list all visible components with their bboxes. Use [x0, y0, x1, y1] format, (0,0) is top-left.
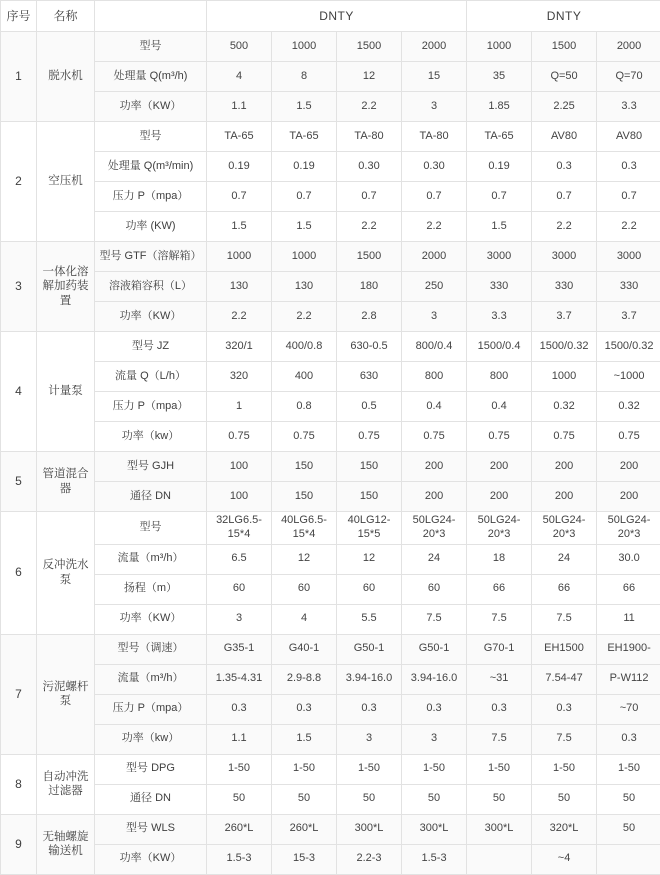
table-row: [1, 392, 660, 422]
equipment-name: 无轴螺旋输送机: [37, 814, 95, 874]
parameter-value: 1.5: [207, 212, 272, 242]
parameter-value: EH1900-: [597, 634, 660, 664]
parameter-value: AV80: [597, 122, 660, 152]
parameter-value: 3.94-16.0: [337, 664, 402, 694]
parameter-value: 50: [597, 814, 660, 844]
parameter-value: 50LG24-20*3: [467, 512, 532, 545]
parameter-value: 1500/0.4: [467, 332, 532, 362]
parameter-value: 0.4: [467, 392, 532, 422]
table-row: [1, 754, 660, 784]
parameter-value: 40LG12-15*5: [337, 512, 402, 545]
table-row: [1, 152, 660, 182]
parameter-value: 3000: [597, 242, 660, 272]
parameter-value: 300*L: [467, 814, 532, 844]
parameter-value: 8: [272, 62, 337, 92]
parameter-label: 压力 P（mpa）: [95, 182, 207, 212]
table-row: [1, 422, 660, 452]
parameter-label: 功率（KW）: [95, 604, 207, 634]
parameter-value: 2.2-3: [337, 844, 402, 874]
parameter-label: 功率（kw）: [95, 724, 207, 754]
parameter-value: 0.3: [597, 724, 660, 754]
equipment-name: 空压机: [37, 122, 95, 242]
table-row: [1, 512, 660, 545]
parameter-value: TA-65: [207, 122, 272, 152]
parameter-value: 1.5: [272, 212, 337, 242]
parameter-value: 3: [402, 92, 467, 122]
table-row: [1, 32, 660, 62]
table-row: [1, 182, 660, 212]
row-index: 5: [1, 452, 37, 512]
parameter-label: 型号 GTF（溶解箱）: [95, 242, 207, 272]
parameter-label: 溶液箱容积（L）: [95, 272, 207, 302]
parameter-label: 流量（m³/h）: [95, 544, 207, 574]
parameter-value: TA-80: [337, 122, 402, 152]
parameter-value: 0.3: [337, 694, 402, 724]
parameter-value: 1000: [207, 242, 272, 272]
header-group-1: DNTY: [207, 1, 467, 32]
parameter-value: 800/0.4: [402, 332, 467, 362]
parameter-value: 50: [207, 784, 272, 814]
parameter-value: 200: [402, 452, 467, 482]
parameter-value: 1000: [467, 32, 532, 62]
parameter-value: 0.19: [207, 152, 272, 182]
parameter-label: 扬程（m）: [95, 574, 207, 604]
parameter-value: 260*L: [272, 814, 337, 844]
table-row: [1, 574, 660, 604]
parameter-value: [597, 844, 660, 874]
parameter-value: TA-80: [402, 122, 467, 152]
parameter-label: 型号（调速）: [95, 634, 207, 664]
parameter-value: 200: [597, 452, 660, 482]
parameter-value: 40LG6.5-15*4: [272, 512, 337, 545]
parameter-label: 型号: [95, 512, 207, 545]
parameter-label: 功率（kw）: [95, 422, 207, 452]
parameter-value: 0.75: [597, 422, 660, 452]
table-row: [1, 332, 660, 362]
parameter-value: 0.75: [272, 422, 337, 452]
parameter-value: 1.5-3: [207, 844, 272, 874]
parameter-value: TA-65: [272, 122, 337, 152]
parameter-label: 型号 GJH: [95, 452, 207, 482]
parameter-value: G50-1: [402, 634, 467, 664]
parameter-value: 7.5: [467, 724, 532, 754]
parameter-value: [467, 844, 532, 874]
parameter-value: 50: [597, 784, 660, 814]
parameter-value: 1.85: [467, 92, 532, 122]
parameter-value: 50LG24-20*3: [402, 512, 467, 545]
parameter-value: 50: [532, 784, 597, 814]
parameter-value: 0.7: [532, 182, 597, 212]
parameter-value: 66: [532, 574, 597, 604]
parameter-value: 330: [597, 272, 660, 302]
parameter-value: 1500/0.32: [532, 332, 597, 362]
parameter-value: 7.5: [532, 604, 597, 634]
parameter-value: 1000: [272, 242, 337, 272]
parameter-value: 60: [207, 574, 272, 604]
row-index: 8: [1, 754, 37, 814]
parameter-value: 330: [532, 272, 597, 302]
parameter-value: 2000: [402, 32, 467, 62]
parameter-value: 3000: [467, 242, 532, 272]
table-row: [1, 664, 660, 694]
parameter-value: ~70: [597, 694, 660, 724]
parameter-value: 5.5: [337, 604, 402, 634]
parameter-value: ~1000: [597, 362, 660, 392]
parameter-value: G35-1: [207, 634, 272, 664]
parameter-value: 250: [402, 272, 467, 302]
row-index: 1: [1, 32, 37, 122]
parameter-value: 1.35-4.31: [207, 664, 272, 694]
parameter-value: 1-50: [337, 754, 402, 784]
parameter-value: 0.7: [597, 182, 660, 212]
table-row: [1, 122, 660, 152]
parameter-value: 100: [207, 482, 272, 512]
parameter-label: 型号: [95, 32, 207, 62]
parameter-value: 400/0.8: [272, 332, 337, 362]
parameter-value: AV80: [532, 122, 597, 152]
parameter-value: 0.3: [207, 694, 272, 724]
parameter-value: 1-50: [207, 754, 272, 784]
table-row: [1, 452, 660, 482]
parameter-value: 3.3: [467, 302, 532, 332]
parameter-value: 2000: [597, 32, 660, 62]
table-row: [1, 92, 660, 122]
parameter-value: 320: [207, 362, 272, 392]
parameter-value: 1.5: [467, 212, 532, 242]
parameter-value: 35: [467, 62, 532, 92]
parameter-value: 1000: [532, 362, 597, 392]
parameter-label: 处理量 Q(m³/min): [95, 152, 207, 182]
parameter-label: 型号 JZ: [95, 332, 207, 362]
parameter-value: P-W112: [597, 664, 660, 694]
equipment-name: 污泥螺杆泵: [37, 634, 95, 754]
parameter-value: 15-3: [272, 844, 337, 874]
parameter-value: 1000: [272, 32, 337, 62]
table-row: [1, 844, 660, 874]
parameter-value: 3: [402, 724, 467, 754]
parameter-value: 500: [207, 32, 272, 62]
parameter-value: 0.3: [467, 694, 532, 724]
table-row: [1, 724, 660, 754]
equipment-name: 自动冲洗过滤器: [37, 754, 95, 814]
table-row: [1, 544, 660, 574]
parameter-value: 6.5: [207, 544, 272, 574]
parameter-value: 12: [337, 62, 402, 92]
equipment-name: 反冲洗水泵: [37, 512, 95, 635]
parameter-value: 50: [337, 784, 402, 814]
parameter-value: 7.5: [467, 604, 532, 634]
parameter-value: Q=50: [532, 62, 597, 92]
parameter-value: 4: [207, 62, 272, 92]
parameter-value: 0.7: [402, 182, 467, 212]
parameter-value: 0.19: [272, 152, 337, 182]
row-index: 3: [1, 242, 37, 332]
table-row: [1, 814, 660, 844]
parameter-value: 0.75: [207, 422, 272, 452]
table-row: [1, 634, 660, 664]
parameter-value: 0.4: [402, 392, 467, 422]
header-param-blank: [95, 1, 207, 32]
parameter-label: 处理量 Q(m³/h): [95, 62, 207, 92]
parameter-label: 压力 P（mpa）: [95, 694, 207, 724]
parameter-value: 260*L: [207, 814, 272, 844]
parameter-value: 800: [467, 362, 532, 392]
parameter-label: 通径 DN: [95, 784, 207, 814]
table-row: [1, 694, 660, 724]
table-row: [1, 302, 660, 332]
table-row: [1, 62, 660, 92]
parameter-label: 功率（KW）: [95, 92, 207, 122]
parameter-label: 压力 P（mpa）: [95, 392, 207, 422]
parameter-value: 2000: [402, 242, 467, 272]
parameter-value: 1.5: [272, 724, 337, 754]
parameter-value: 0.30: [337, 152, 402, 182]
parameter-value: 130: [207, 272, 272, 302]
header-index: 序号: [1, 1, 37, 32]
table-body: [1, 32, 660, 875]
parameter-value: 1-50: [597, 754, 660, 784]
parameter-value: 1500/0.32: [597, 332, 660, 362]
parameter-value: TA-65: [467, 122, 532, 152]
parameter-value: 800: [402, 362, 467, 392]
parameter-value: 200: [532, 452, 597, 482]
parameter-value: 50: [467, 784, 532, 814]
parameter-value: 1.5-3: [402, 844, 467, 874]
parameter-value: 2.9-8.8: [272, 664, 337, 694]
parameter-value: 130: [272, 272, 337, 302]
parameter-value: 2.2: [337, 212, 402, 242]
parameter-label: 功率 (KW): [95, 212, 207, 242]
parameter-value: 0.3: [597, 152, 660, 182]
parameter-value: 50LG24-20*3: [532, 512, 597, 545]
parameter-value: 2.2: [337, 92, 402, 122]
parameter-value: 1-50: [467, 754, 532, 784]
parameter-value: 0.3: [402, 694, 467, 724]
equipment-name: 管道混合器: [37, 452, 95, 512]
parameter-value: 300*L: [402, 814, 467, 844]
parameter-value: 11: [597, 604, 660, 634]
parameter-value: 320/1: [207, 332, 272, 362]
parameter-value: 0.75: [337, 422, 402, 452]
parameter-value: 630: [337, 362, 402, 392]
parameter-value: 0.19: [467, 152, 532, 182]
table-row: [1, 482, 660, 512]
parameter-value: 330: [467, 272, 532, 302]
parameter-label: 型号 DPG: [95, 754, 207, 784]
parameter-value: 180: [337, 272, 402, 302]
parameter-value: 3: [402, 302, 467, 332]
parameter-value: 50: [272, 784, 337, 814]
parameter-value: G50-1: [337, 634, 402, 664]
parameter-value: 0.32: [532, 392, 597, 422]
parameter-value: 0.8: [272, 392, 337, 422]
parameter-value: Q=70: [597, 62, 660, 92]
row-index: 4: [1, 332, 37, 452]
parameter-value: EH1500: [532, 634, 597, 664]
parameter-value: 0.3: [532, 152, 597, 182]
parameter-value: 1500: [532, 32, 597, 62]
parameter-value: 24: [532, 544, 597, 574]
parameter-label: 功率（KW）: [95, 844, 207, 874]
parameter-value: 3000: [532, 242, 597, 272]
parameter-label: 通径 DN: [95, 482, 207, 512]
parameter-label: 流量（m³/h）: [95, 664, 207, 694]
parameter-value: 24: [402, 544, 467, 574]
table-row: [1, 242, 660, 272]
parameter-value: G40-1: [272, 634, 337, 664]
parameter-value: 0.7: [337, 182, 402, 212]
table-row: [1, 604, 660, 634]
row-index: 9: [1, 814, 37, 874]
parameter-value: 3.94-16.0: [402, 664, 467, 694]
parameter-value: 0.75: [467, 422, 532, 452]
header-group-2: DNTY: [467, 1, 660, 32]
parameter-value: 1-50: [272, 754, 337, 784]
parameter-value: 7.54-47: [532, 664, 597, 694]
parameter-value: G70-1: [467, 634, 532, 664]
equipment-name: 一体化溶解加药装置: [37, 242, 95, 332]
parameter-label: 型号: [95, 122, 207, 152]
parameter-value: 400: [272, 362, 337, 392]
parameter-value: ~4: [532, 844, 597, 874]
parameter-value: 50: [402, 784, 467, 814]
parameter-value: 3: [207, 604, 272, 634]
parameter-value: 0.7: [207, 182, 272, 212]
parameter-value: 200: [467, 452, 532, 482]
parameter-value: 1.5: [272, 92, 337, 122]
parameter-value: 150: [337, 482, 402, 512]
parameter-value: 1.1: [207, 724, 272, 754]
parameter-value: 200: [467, 482, 532, 512]
parameter-value: 100: [207, 452, 272, 482]
parameter-value: 3.3: [597, 92, 660, 122]
parameter-value: 1500: [337, 32, 402, 62]
parameter-value: 60: [272, 574, 337, 604]
parameter-value: 0.7: [467, 182, 532, 212]
parameter-value: 150: [272, 452, 337, 482]
row-index: 7: [1, 634, 37, 754]
parameter-value: 150: [337, 452, 402, 482]
parameter-value: 2.2: [272, 302, 337, 332]
table-row: [1, 212, 660, 242]
parameter-value: 630-0.5: [337, 332, 402, 362]
parameter-label: 型号 WLS: [95, 814, 207, 844]
parameter-value: 0.75: [532, 422, 597, 452]
parameter-value: 200: [402, 482, 467, 512]
parameter-value: 300*L: [337, 814, 402, 844]
row-index: 2: [1, 122, 37, 242]
parameter-value: 0.7: [272, 182, 337, 212]
parameter-value: 200: [532, 482, 597, 512]
parameter-value: 1: [207, 392, 272, 422]
parameter-value: 1-50: [532, 754, 597, 784]
parameter-value: 150: [272, 482, 337, 512]
parameter-value: 66: [467, 574, 532, 604]
parameter-value: 2.2: [207, 302, 272, 332]
parameter-value: 0.75: [402, 422, 467, 452]
parameter-value: 50LG24-20*3: [597, 512, 660, 545]
parameter-value: 2.2: [402, 212, 467, 242]
parameter-value: 2.8: [337, 302, 402, 332]
row-index: 6: [1, 512, 37, 635]
parameter-value: 60: [402, 574, 467, 604]
parameter-value: 66: [597, 574, 660, 604]
parameter-value: 2.2: [532, 212, 597, 242]
parameter-label: 流量 Q（L/h）: [95, 362, 207, 392]
parameter-label: 功率（KW）: [95, 302, 207, 332]
parameter-value: ~31: [467, 664, 532, 694]
parameter-value: 3.7: [532, 302, 597, 332]
parameter-value: 60: [337, 574, 402, 604]
parameter-value: 200: [597, 482, 660, 512]
parameter-value: 7.5: [532, 724, 597, 754]
parameter-value: 3: [337, 724, 402, 754]
parameter-value: 7.5: [402, 604, 467, 634]
parameter-value: 320*L: [532, 814, 597, 844]
parameter-value: 3.7: [597, 302, 660, 332]
parameter-value: 32LG6.5-15*4: [207, 512, 272, 545]
table-row: [1, 784, 660, 814]
equipment-name: 计量泵: [37, 332, 95, 452]
parameter-value: 0.3: [272, 694, 337, 724]
parameter-value: 0.32: [597, 392, 660, 422]
parameter-value: 15: [402, 62, 467, 92]
parameter-value: 12: [337, 544, 402, 574]
parameter-value: 1.1: [207, 92, 272, 122]
parameter-value: 2.25: [532, 92, 597, 122]
equipment-name: 脱水机: [37, 32, 95, 122]
table-row: [1, 272, 660, 302]
parameter-value: 30.0: [597, 544, 660, 574]
parameter-value: 1-50: [402, 754, 467, 784]
parameter-value: 1500: [337, 242, 402, 272]
parameter-value: 0.30: [402, 152, 467, 182]
parameter-value: 0.3: [532, 694, 597, 724]
parameter-value: 2.2: [597, 212, 660, 242]
table-row: [1, 362, 660, 392]
parameter-value: 18: [467, 544, 532, 574]
header-name: 名称: [37, 1, 95, 32]
parameter-value: 0.5: [337, 392, 402, 422]
table-header: [1, 1, 660, 32]
parameter-value: 4: [272, 604, 337, 634]
parameter-value: 12: [272, 544, 337, 574]
